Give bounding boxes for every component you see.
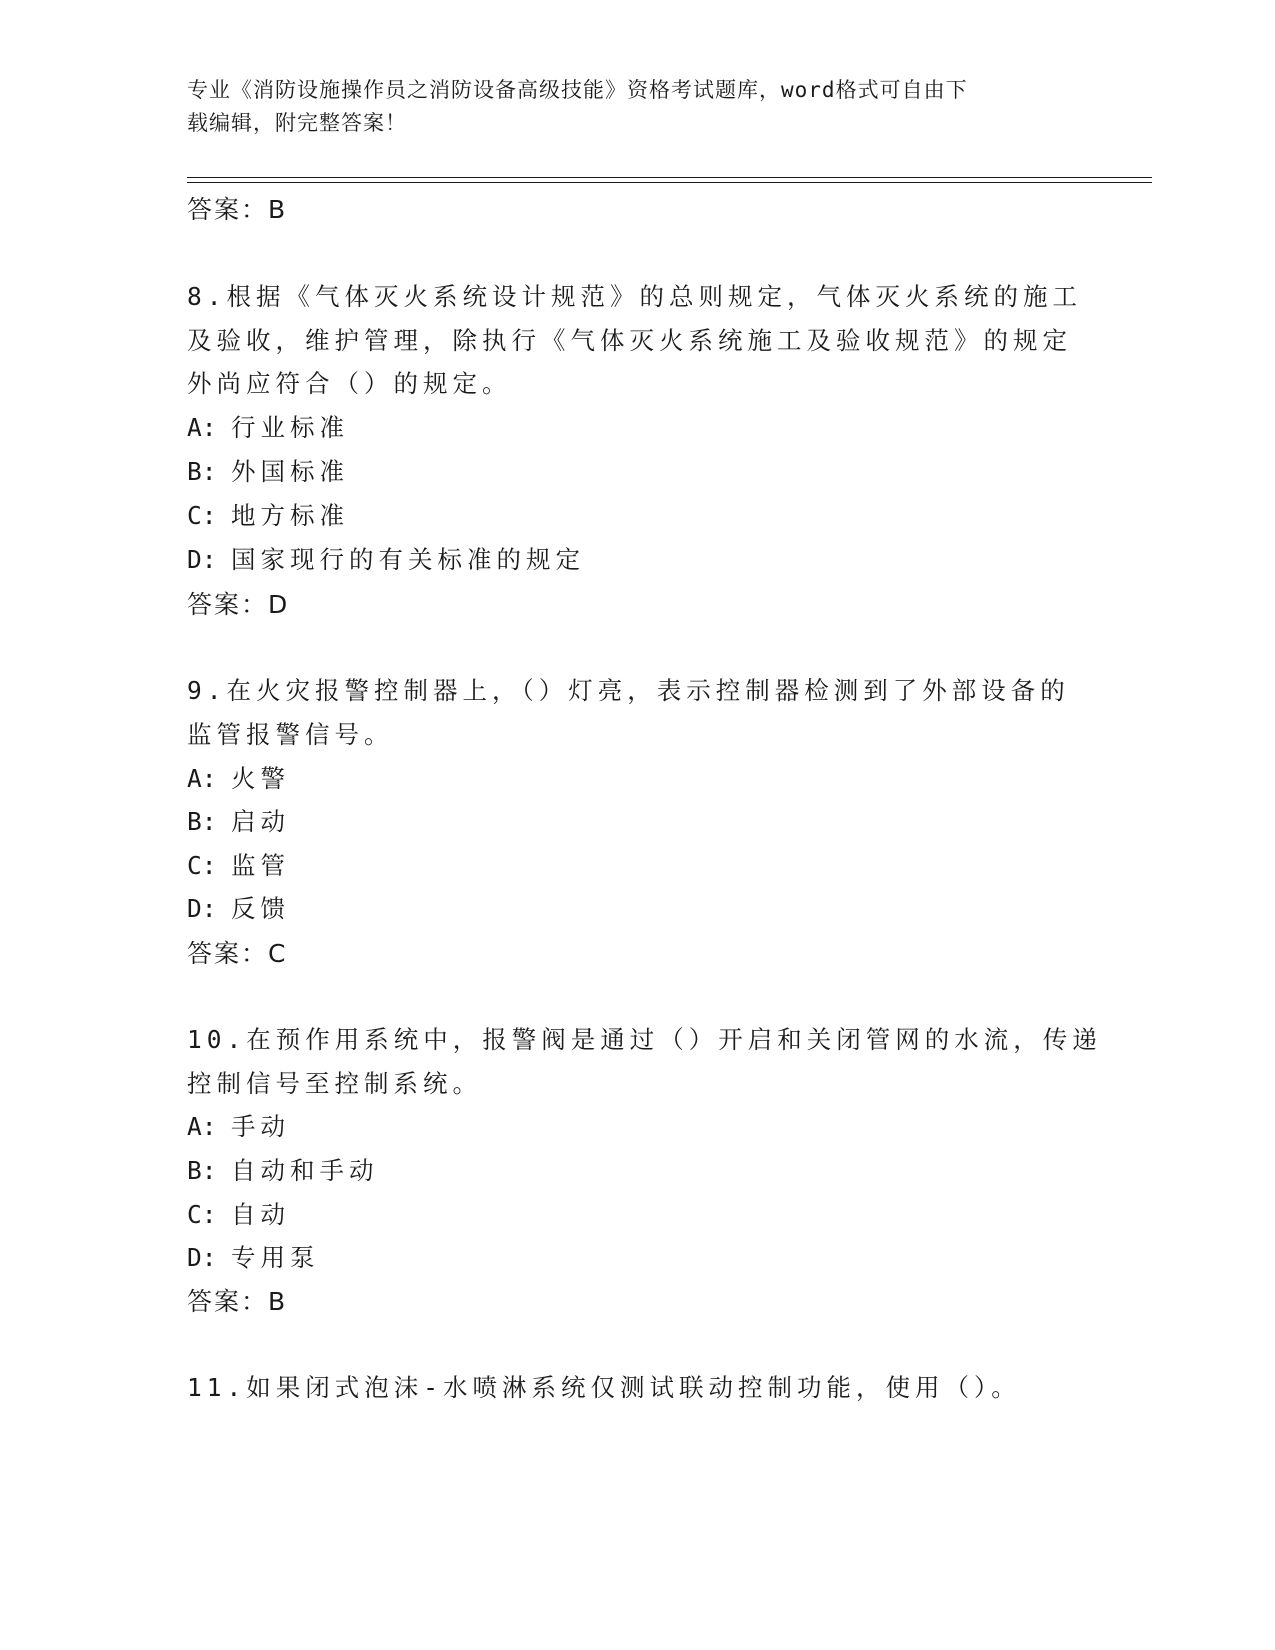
question-9-line-1: 9.在火灾报警控制器上，（）灯亮，表示控制器检测到了外部设备的 xyxy=(187,676,1070,705)
option-text: 手动 xyxy=(231,1112,290,1141)
document-header xyxy=(187,74,1067,140)
option-text: 火警 xyxy=(231,764,290,793)
question-8-option-b xyxy=(187,453,349,488)
question-9-option-b xyxy=(187,803,290,838)
option-key: B: xyxy=(187,457,217,486)
option-key: C: xyxy=(187,1200,217,1229)
question-10-option-c xyxy=(187,1196,290,1231)
header-line-1: 专业《消防设施操作员之消防设备高级技能》资格考试题库，word格式可自由下 xyxy=(187,78,968,102)
previous-answer: 答案：B xyxy=(187,195,288,224)
question-8-option-d xyxy=(187,541,585,576)
option-text: 自动 xyxy=(231,1200,290,1229)
option-key: D: xyxy=(187,1243,217,1272)
question-10-line-2: 控制信号至控制系统。 xyxy=(187,1069,482,1098)
option-text: 反馈 xyxy=(231,894,290,923)
question-10-line-1: 10.在预作用系统中，报警阀是通过（）开启和关闭管网的水流，传递 xyxy=(187,1025,1102,1054)
option-text: 国家现行的有关标准的规定 xyxy=(231,545,585,574)
question-8-option-c xyxy=(187,497,349,532)
option-key: A: xyxy=(187,1112,217,1141)
option-key: C: xyxy=(187,851,217,880)
option-key: A: xyxy=(187,413,217,442)
option-key: D: xyxy=(187,894,217,923)
question-8-answer: 答案：D xyxy=(187,590,290,619)
option-text: 地方标准 xyxy=(231,501,349,530)
question-11-line-1: 11.如果闭式泡沫-水喷淋系统仅测试联动控制功能，使用（）。 xyxy=(187,1373,1021,1402)
question-10-option-a xyxy=(187,1108,290,1143)
header-line-2: 载编辑，附完整答案！ xyxy=(187,111,407,135)
option-key: B: xyxy=(187,1156,217,1185)
option-text: 外国标准 xyxy=(231,457,349,486)
question-10-option-d xyxy=(187,1239,320,1274)
option-text: 启动 xyxy=(231,807,290,836)
header-divider-top xyxy=(187,177,1152,178)
option-key: B: xyxy=(187,807,217,836)
option-key: D: xyxy=(187,545,217,574)
question-8-option-a xyxy=(187,409,349,444)
question-8-line-1: 8.根据《气体灭火系统设计规范》的总则规定，气体灭火系统的施工 xyxy=(187,282,1082,311)
question-9-option-c xyxy=(187,847,290,882)
question-9-answer: 答案：C xyxy=(187,939,288,968)
question-9-option-a xyxy=(187,760,290,795)
option-key: A: xyxy=(187,764,217,793)
option-text: 监管 xyxy=(231,851,290,880)
question-10-option-b xyxy=(187,1152,379,1187)
question-9-option-d xyxy=(187,890,290,925)
option-text: 行业标准 xyxy=(231,413,349,442)
question-8-line-2: 及验收，维护管理，除执行《气体灭火系统施工及验收规范》的规定 xyxy=(187,326,1072,355)
option-key: C: xyxy=(187,501,217,530)
question-10-answer: 答案：B xyxy=(187,1287,288,1316)
option-text: 专用泵 xyxy=(231,1243,320,1272)
question-9-line-2: 监管报警信号。 xyxy=(187,720,394,749)
option-text: 自动和手动 xyxy=(231,1156,379,1185)
header-divider-bottom xyxy=(187,182,1152,183)
question-8-line-3: 外尚应符合（）的规定。 xyxy=(187,369,512,398)
